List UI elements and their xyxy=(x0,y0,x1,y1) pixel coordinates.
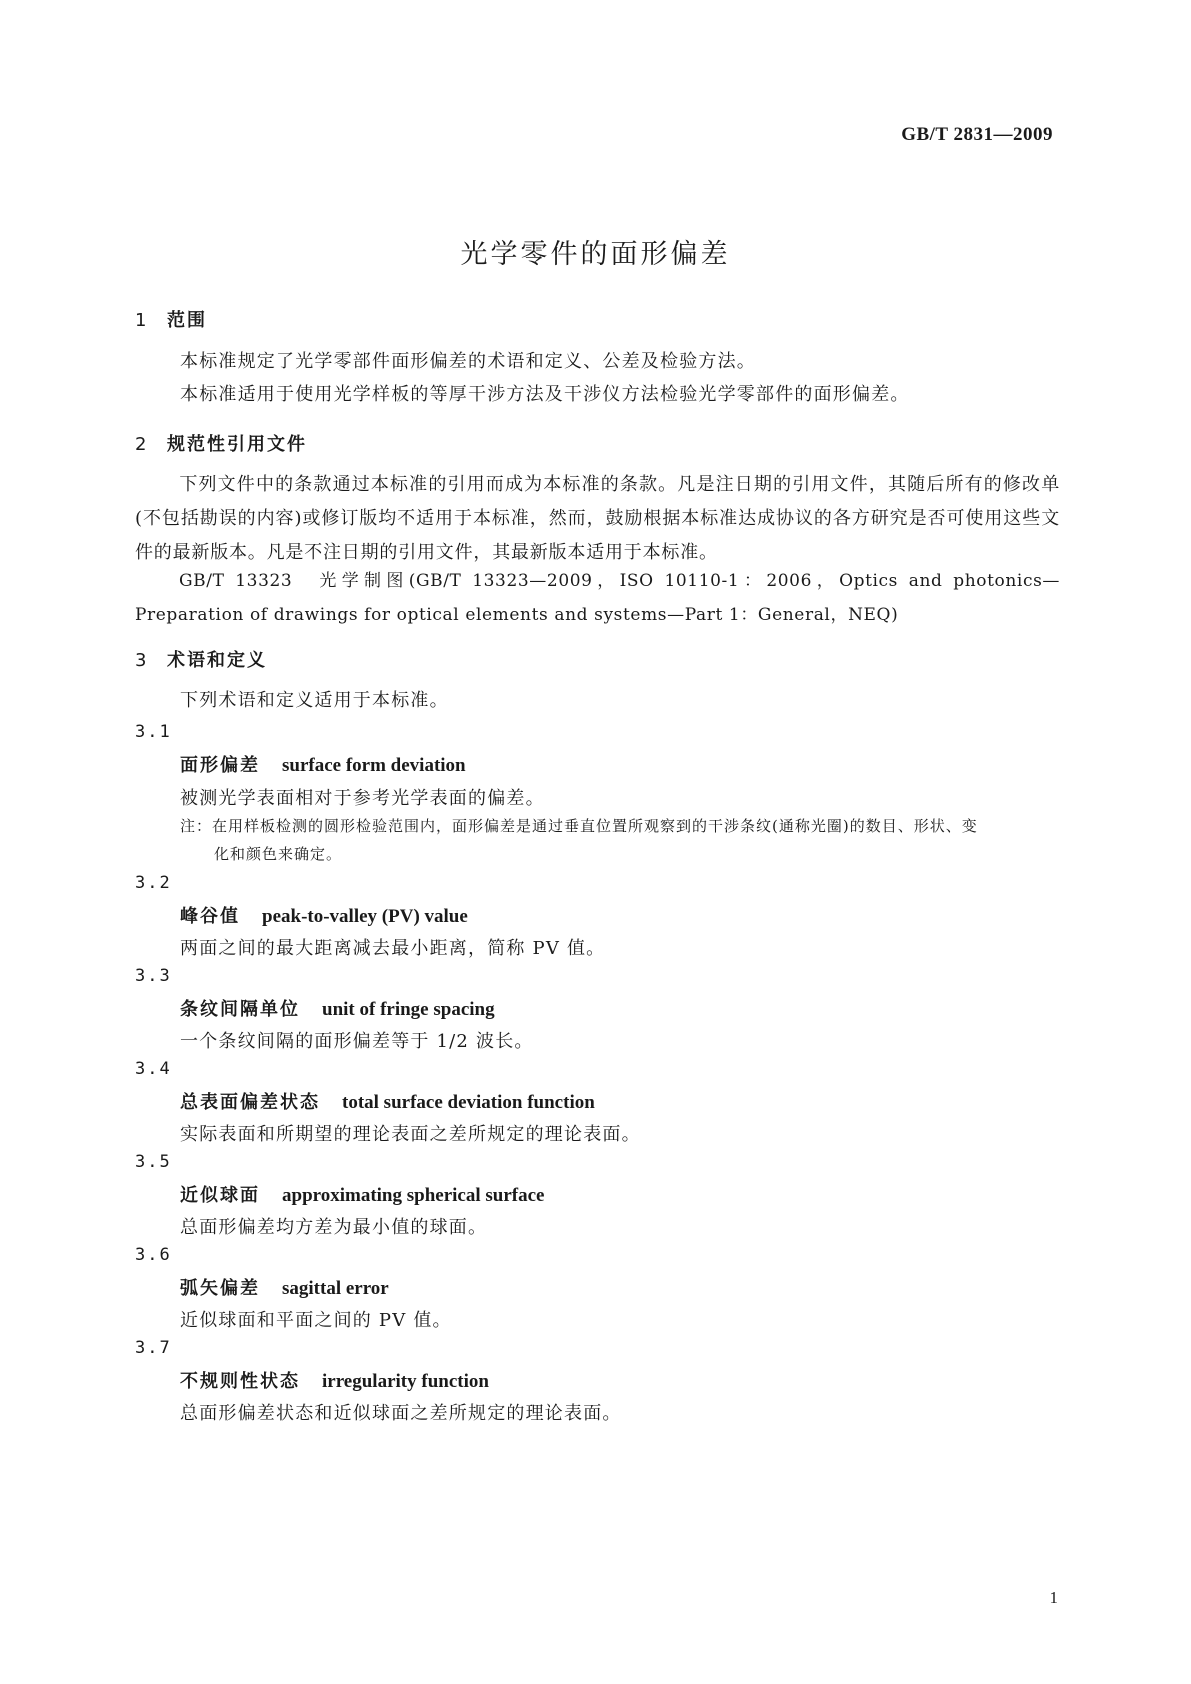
term-heading xyxy=(180,1274,389,1300)
note-line-1: 注：在用样板检测的圆形检验范围内，面形偏差是通过垂直位置所观察到的干涉条纹(通称光圈)的数目、形状、变 xyxy=(180,817,978,835)
term-en: approximating spherical surface xyxy=(282,1185,545,1206)
term-definition: 一个条纹间隔的面形偏差等于 1/2 波长。 xyxy=(180,1031,534,1052)
page-number: 1 xyxy=(1049,1588,1058,1607)
term-definition: 实际表面和所期望的理论表面之差所规定的理论表面。 xyxy=(180,1124,641,1145)
term-cn: 面形偏差 xyxy=(180,755,260,776)
section-3-intro: 下列术语和定义适用于本标准。 xyxy=(180,690,449,711)
term-cn: 不规则性状态 xyxy=(180,1371,300,1392)
term-cn: 总表面偏差状态 xyxy=(180,1092,320,1113)
term-en: unit of fringe spacing xyxy=(322,999,495,1020)
term-heading xyxy=(180,1367,489,1393)
term-note xyxy=(180,812,1060,868)
section-2-heading xyxy=(135,430,307,456)
term-cn: 条纹间隔单位 xyxy=(180,999,300,1020)
term-en: sagittal error xyxy=(282,1278,389,1299)
term-number: 3.5 xyxy=(135,1152,172,1172)
section-3-heading xyxy=(135,646,267,672)
term-cn: 峰谷值 xyxy=(180,906,240,927)
term-number: 3.4 xyxy=(135,1059,172,1079)
term-heading xyxy=(180,751,466,777)
term-number: 3.2 xyxy=(135,873,172,893)
reference-text: GB/T 13323 光学制图(GB/T 13323—2009，ISO 10110-1：2006，Optics and photonics—Preparation of drawings for optical elements and systems—Part 1：General，NEQ) xyxy=(135,571,1060,625)
term-cn: 弧矢偏差 xyxy=(180,1278,260,1299)
term-cn: 近似球面 xyxy=(180,1185,260,1206)
section-number: 2 xyxy=(135,434,147,455)
section-number: 3 xyxy=(135,650,147,671)
section-1-paragraph-2: 本标准适用于使用光学样板的等厚干涉方法及干涉仪方法检验光学零部件的面形偏差。 xyxy=(180,384,910,405)
section-2-paragraph xyxy=(135,468,1060,570)
term-number: 3.3 xyxy=(135,966,172,986)
term-number: 3.7 xyxy=(135,1338,172,1358)
term-heading xyxy=(180,995,495,1021)
term-number: 3.1 xyxy=(135,722,172,742)
term-number: 3.6 xyxy=(135,1245,172,1265)
document-title: 光学零件的面形偏差 xyxy=(460,239,731,270)
term-definition: 总面形偏差状态和近似球面之差所规定的理论表面。 xyxy=(180,1403,622,1424)
section-title: 范围 xyxy=(167,310,207,331)
term-en: surface form deviation xyxy=(282,755,466,776)
note-line-2: 化和颜色来确定。 xyxy=(214,845,343,863)
term-definition: 总面形偏差均方差为最小值的球面。 xyxy=(180,1217,488,1238)
normative-reference xyxy=(135,564,1060,632)
term-heading xyxy=(180,1088,595,1114)
term-definition: 近似球面和平面之间的 PV 值。 xyxy=(180,1310,452,1331)
section-number: 1 xyxy=(135,310,147,331)
term-definition: 两面之间的最大距离减去最小距离，简称 PV 值。 xyxy=(180,938,606,959)
term-definition: 被测光学表面相对于参考光学表面的偏差。 xyxy=(180,788,545,809)
term-en: total surface deviation function xyxy=(342,1092,595,1113)
term-en: irregularity function xyxy=(322,1371,489,1392)
standard-code: GB/T 2831—2009 xyxy=(901,124,1053,145)
term-en: peak-to-valley (PV) value xyxy=(262,906,468,927)
section-title: 术语和定义 xyxy=(167,650,267,671)
section-1-paragraph-1: 本标准规定了光学零部件面形偏差的术语和定义、公差及检验方法。 xyxy=(180,351,756,372)
section-title: 规范性引用文件 xyxy=(167,434,307,455)
section-2-paragraph-text: 下列文件中的条款通过本标准的引用而成为本标准的条款。凡是注日期的引用文件，其随后所有的修改单(不包括勘误的内容)或修订版均不适用于本标准，然而，鼓励根据本标准达成协议的各方研究是否可使用这些文件的最新版本。凡是不注日期的引用文件，其最新版本适用于本标准。 xyxy=(135,474,1060,563)
term-heading xyxy=(180,902,468,928)
section-1-heading xyxy=(135,306,207,332)
term-heading xyxy=(180,1181,544,1207)
